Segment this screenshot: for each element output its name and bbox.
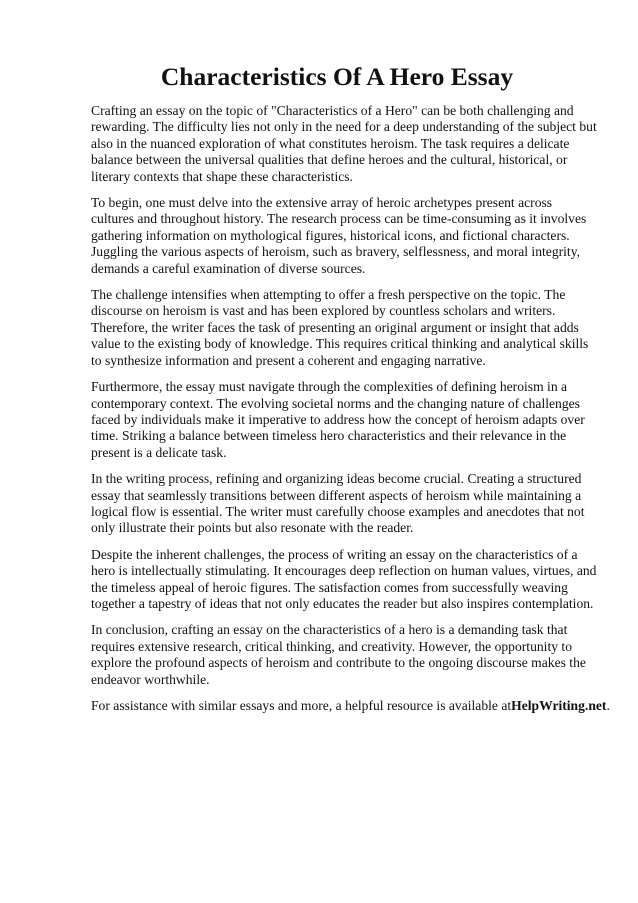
paragraph-2: To begin, one must delve into the extensive array of heroic archetypes present across cultures and throughout history. The research process can be time-consuming as it involves gathering information on mythological figures, historical icons, and fictional characters. Juggling the various aspects of heroism, such as bravery, selflessness, and moral integrity, demands a careful examination of diverse sources. xyxy=(91,195,587,276)
page-title: Characteristics Of A Hero Essay xyxy=(160,62,514,91)
closing-line xyxy=(91,698,610,714)
closing-text: For assistance with similar essays and more, a helpful resource is available at xyxy=(91,698,512,713)
paragraph-1: Crafting an essay on the topic of "Characteristics of a Hero" can be both challenging and rewarding. The difficulty lies not only in the need for a deep understanding of the subject but also in the nuanced exploration of what constitutes heroism. The task requires a delicate balance between the universal qualities that define heroes and the cultural, historical, or literary contexts that shape these characteristics. xyxy=(91,103,597,184)
paragraph-3: The challenge intensifies when attempting to offer a fresh perspective on the topic. The discourse on heroism is vast and has been explored by countless scholars and writers. Therefore, the writer faces the task of presenting an original argument or insight that adds value to the existing body of knowledge. This requires critical thinking and analytical skills to synthesize information and present a coherent and engaging narrative. xyxy=(91,287,589,368)
helpwriting-link[interactable]: HelpWriting.net xyxy=(511,698,607,713)
paragraph-7: In conclusion, crafting an essay on the characteristics of a hero is a demanding task that requires extensive research, critical thinking, and creativity. However, the opportunity to explore the profound aspects of heroism and contribute to the ongoing discourse makes the endeavor worthwhile. xyxy=(91,622,586,687)
closing-period: . xyxy=(606,698,610,713)
paragraph-6: Despite the inherent challenges, the process of writing an essay on the characteristics of a hero is intellectually stimulating. It encourages deep reflection on human values, virtues, and the timeless appeal of heroic figures. The satisfaction comes from successfully weaving together a tapestry of ideas that not only educates the reader but also inspires contemplation. xyxy=(91,546,597,611)
paragraph-5: In the writing process, refining and organizing ideas become crucial. Creating a structured essay that seamlessly transitions between different aspects of heroism while maintaining a logical flow is essential. The writer must carefully choose examples and anecdotes that not only illustrate their points but also resonate with the reader. xyxy=(91,471,585,536)
paragraph-4: Furthermore, the essay must navigate through the complexities of defining heroism in a contemporary context. The evolving societal norms and the changing nature of challenges faced by individuals make it imperative to address how the concept of heroism adapts over time. Striking a balance between timeless hero characteristics and their relevance in the present is a delicate task. xyxy=(91,379,585,460)
